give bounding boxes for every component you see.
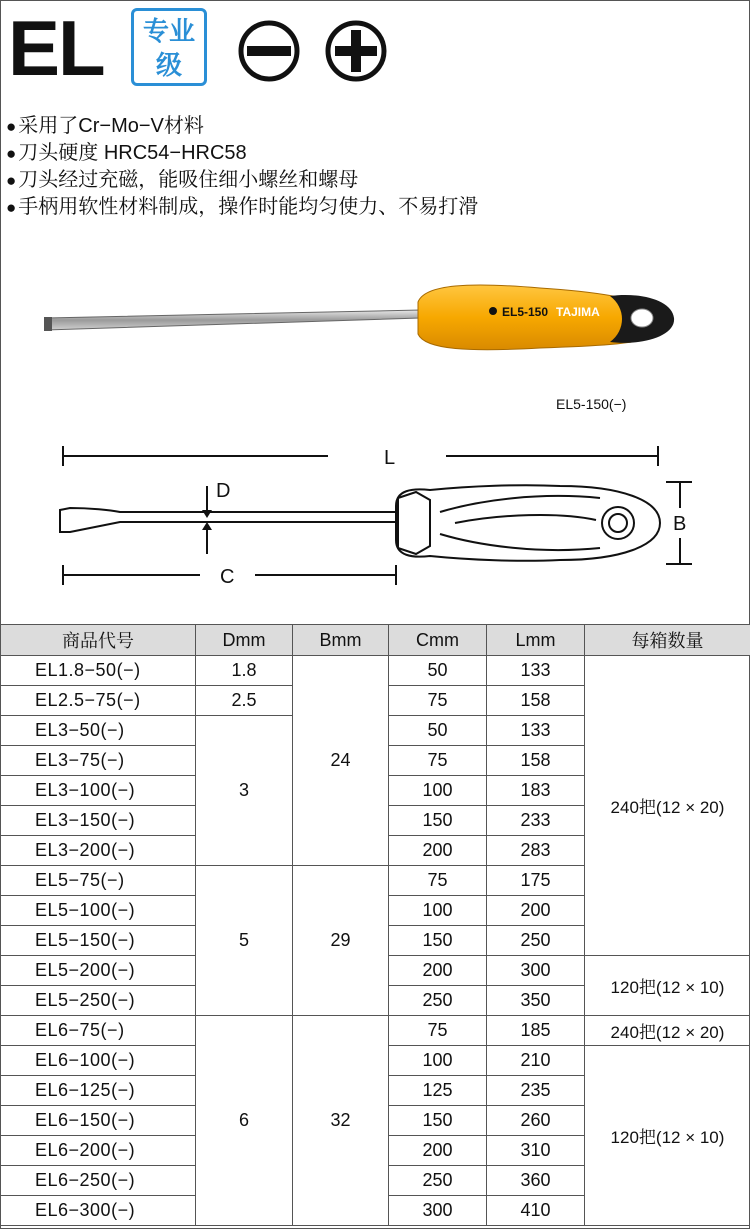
l-value: 133 [487, 716, 585, 746]
product-code: EL5−75(−) [1, 866, 196, 896]
product-code: EL3−75(−) [1, 746, 196, 776]
c-value: 125 [389, 1076, 487, 1106]
l-value: 185 [487, 1016, 585, 1046]
c-value: 150 [389, 926, 487, 956]
c-value: 75 [389, 746, 487, 776]
col-header-qty: 每箱数量 [585, 625, 750, 656]
l-value: 300 [487, 956, 585, 986]
l-value: 158 [487, 686, 585, 716]
l-value: 283 [487, 836, 585, 866]
feature-item: ● 采用了Cr−Mo−V材料 [6, 113, 478, 140]
feature-list [6, 113, 478, 221]
c-value: 100 [389, 1046, 487, 1076]
c-value: 50 [389, 656, 487, 686]
product-code: EL6−150(−) [1, 1106, 196, 1136]
d-value: 6 [196, 1016, 293, 1226]
product-code: EL5−100(−) [1, 896, 196, 926]
professional-grade-badge [131, 8, 207, 86]
l-value: 235 [487, 1076, 585, 1106]
d-value: 2.5 [196, 686, 293, 716]
d-value: 5 [196, 866, 293, 1016]
product-code: EL1.8−50(−) [1, 656, 196, 686]
table-row [1, 1016, 750, 1046]
l-value: 260 [487, 1106, 585, 1136]
l-value: 250 [487, 926, 585, 956]
l-value: 210 [487, 1046, 585, 1076]
feature-item: ● 刀头硬度 HRC54−HRC58 [6, 140, 478, 167]
dimension-label-b: B [673, 513, 687, 535]
c-value: 250 [389, 986, 487, 1016]
qty-value: 240把(12 × 20) [585, 1016, 750, 1046]
c-value: 200 [389, 836, 487, 866]
screwdriver-tip [44, 317, 52, 331]
feature-item: ● 手柄用软性材料制成，操作时能均匀使力、不易打滑 [6, 194, 478, 221]
b-value: 24 [293, 656, 389, 866]
d-value: 1.8 [196, 656, 293, 686]
c-value: 100 [389, 776, 487, 806]
screwdriver-photo [0, 270, 750, 380]
product-code: EL6−75(−) [1, 1016, 196, 1046]
product-code: EL6−200(−) [1, 1136, 196, 1166]
qty-value: 120把(12 × 10) [585, 956, 750, 1016]
grade-line-2: 级 [155, 50, 182, 80]
photo-caption: EL5-150(−) [556, 396, 627, 412]
dimension-diagram [0, 430, 750, 600]
col-header-code: 商品代号 [1, 625, 196, 656]
screwdriver-outline [60, 485, 660, 561]
grade-line-1: 专业 [142, 16, 195, 46]
l-value: 310 [487, 1136, 585, 1166]
c-value: 300 [389, 1196, 487, 1226]
product-code: EL5−250(−) [1, 986, 196, 1016]
b-value: 29 [293, 866, 389, 1016]
feature-item: ● 刀头经过充磁，能吸住细小螺丝和螺母 [6, 167, 478, 194]
c-value: 200 [389, 1136, 487, 1166]
c-value: 150 [389, 806, 487, 836]
series-title: EL [8, 4, 104, 92]
product-code: EL3−150(−) [1, 806, 196, 836]
product-code: EL2.5−75(−) [1, 686, 196, 716]
d-value: 3 [196, 716, 293, 866]
hang-hole [631, 309, 653, 327]
tip-type-dot [489, 307, 497, 315]
c-value: 150 [389, 1106, 487, 1136]
l-value: 133 [487, 656, 585, 686]
l-value: 158 [487, 746, 585, 776]
l-value: 233 [487, 806, 585, 836]
phillips-tip-icon [325, 20, 387, 82]
l-value: 410 [487, 1196, 585, 1226]
table-header-row [1, 625, 750, 656]
product-code: EL3−100(−) [1, 776, 196, 806]
l-value: 350 [487, 986, 585, 1016]
b-value: 32 [293, 1016, 389, 1226]
c-value: 50 [389, 716, 487, 746]
c-value: 75 [389, 1016, 487, 1046]
c-value: 200 [389, 956, 487, 986]
product-code: EL3−200(−) [1, 836, 196, 866]
col-header-b: Bmm [293, 625, 389, 656]
col-header-l: Lmm [487, 625, 585, 656]
brand-logo: TAJIMA [556, 305, 600, 319]
l-value: 360 [487, 1166, 585, 1196]
product-code: EL5−200(−) [1, 956, 196, 986]
l-value: 175 [487, 866, 585, 896]
product-code: EL6−125(−) [1, 1076, 196, 1106]
col-header-d: Dmm [196, 625, 293, 656]
product-code: EL6−300(−) [1, 1196, 196, 1226]
qty-value: 120把(12 × 10) [585, 1046, 750, 1226]
dimension-label-l: L [384, 447, 396, 469]
dimension-label-d: D [216, 480, 231, 502]
dimension-label-c: C [220, 566, 235, 588]
product-code: EL6−250(−) [1, 1166, 196, 1196]
product-code: EL6−100(−) [1, 1046, 196, 1076]
table-row [1, 656, 750, 686]
l-value: 200 [487, 896, 585, 926]
product-code: EL3−50(−) [1, 716, 196, 746]
slotted-tip-icon [238, 20, 300, 82]
spec-table [0, 624, 750, 1226]
col-header-c: Cmm [389, 625, 487, 656]
l-value: 183 [487, 776, 585, 806]
c-value: 100 [389, 896, 487, 926]
handle-model-label: EL5-150 [502, 305, 549, 319]
product-code: EL5−150(−) [1, 926, 196, 956]
c-value: 75 [389, 686, 487, 716]
qty-value: 240把(12 × 20) [585, 656, 750, 956]
c-value: 75 [389, 866, 487, 896]
screwdriver-shaft [46, 310, 420, 330]
c-value: 250 [389, 1166, 487, 1196]
